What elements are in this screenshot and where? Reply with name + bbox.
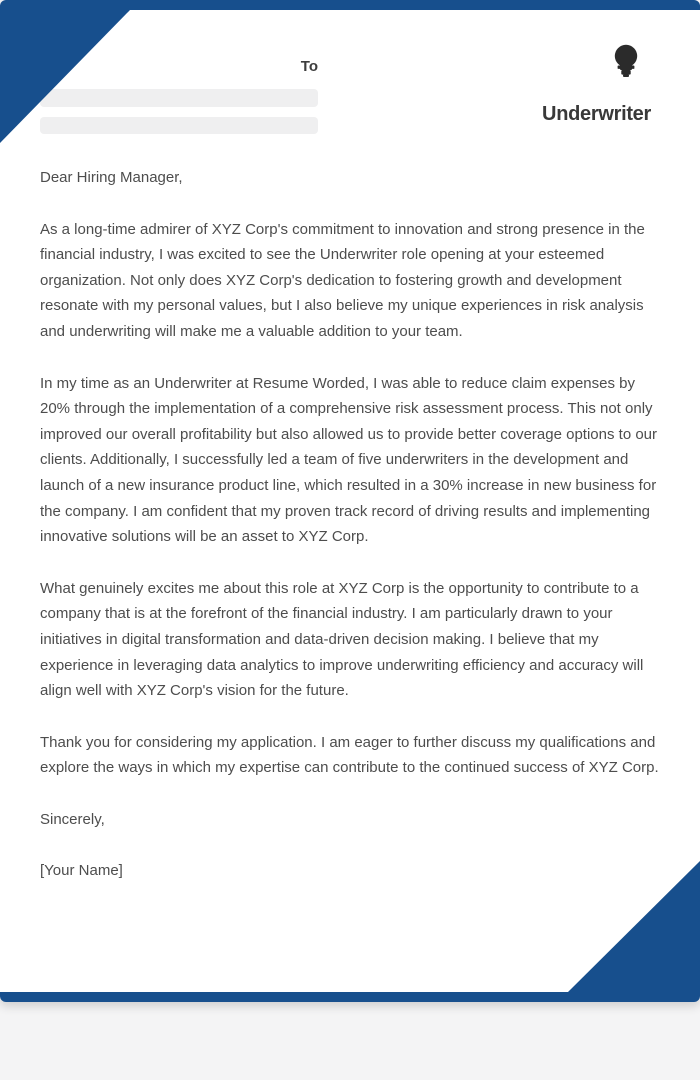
lightbulb-icon <box>609 44 643 84</box>
letter-paragraph: In my time as an Underwriter at Resume Worded, I was able to reduce claim expenses by 20% through the implementation of a comprehensive risk assessment process. This not only improved our overall profitability but also allowed us to provide better coverage options to our clients. Additionally, I successfully led a team of five underwriters in the development and launch of a new insurance product line, which resulted in a 30% increase in new business for the company. I am confident that my proven track record of driving results and implementing innovative solutions will be an asset to XYZ Corp. <box>40 374 658 546</box>
role-title: Underwriter <box>542 103 651 125</box>
letter-paragraph: What genuinely excites me about this role at XYZ Corp is the opportunity to contribute to a company that is at the forefront of the financial industry. I am particularly drawn to your initiatives in digital transformation and data-driven decision making. I believe that my experience in leveraging data analytics to improve underwriting efficiency and accuracy will align well with XYZ Corp's vision for the future. <box>40 579 644 700</box>
letter-closing: Sincerely, <box>40 810 105 828</box>
recipient-placeholder-bar <box>40 117 318 134</box>
top-accent-bar <box>0 0 700 10</box>
letter-greeting: Dear Hiring Manager, <box>40 169 183 186</box>
bottom-accent-bar <box>0 992 700 1002</box>
letter-paragraph: As a long-time admirer of XYZ Corp's commitment to innovation and strong presence in the financial industry, I was excited to see the Underwriter role opening at your esteemed organization. Not only does XYZ Corp's dedication to fostering growth and development resonate with my personal values, but I also believe my unique experiences in risk analysis and underwriting will make me a valuable addition to your team. <box>40 220 645 340</box>
recipient-placeholder-bar <box>40 89 318 107</box>
letter-body <box>40 165 664 884</box>
letter-signature: [Your Name] <box>40 862 123 880</box>
letter-paragraph: Thank you for considering my application. I am eager to further discuss my qualifications and explore the ways in which my expertise can contribute to the continued success of XYZ Corp. <box>40 733 659 777</box>
to-label: To <box>300 58 318 75</box>
